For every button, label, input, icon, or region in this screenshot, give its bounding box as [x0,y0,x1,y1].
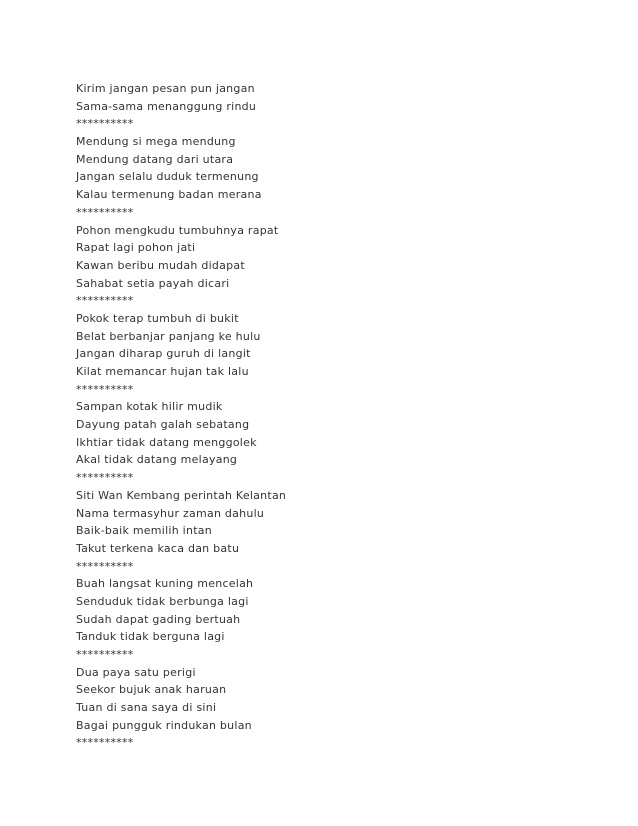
poem-line: Belat berbanjar panjang ke hulu [76,329,261,343]
stanza-separator: ********** [76,736,134,750]
poem-line: Baik-baik memilih intan [76,524,212,538]
stanza-separator: ********** [76,559,134,573]
poem-line: Akal tidak datang melayang [76,453,238,467]
poem-line: Kilat memancar hujan tak lalu [76,365,249,378]
poem-line: Rapat lagi pohon jati [76,241,196,255]
poem-line: Mendung si mega mendung [76,135,236,149]
poem-line: Dua paya satu perigi [76,665,196,679]
poem-line: Mendung datang dari utara [76,152,234,166]
poem-line: Nama termasyhur zaman dahulu [76,506,265,520]
poem-line: Ikhtiar tidak datang menggolek [76,435,257,449]
stanza-separator: ********** [76,117,134,131]
poem-line: Bagai pungguk rindukan bulan [76,718,252,732]
poem-line: Pokok terap tumbuh di bukit [76,311,239,325]
poem-line: Sahabat setia payah dicari [76,276,230,290]
poem-line: Siti Wan Kembang perintah Kelantan [76,488,287,502]
poem-line: Sama-sama menanggung rindu [76,99,257,113]
poem-line: Buah langsat kuning mencelah [76,577,254,591]
poem-line: Kawan beribu mudah didapat [76,258,245,272]
poem-line: Tanduk tidak berguna lagi [76,630,225,644]
poem-line: Sudah dapat gading bertuah [76,612,241,626]
pantun-text [76,80,556,752]
poem-line: Sampan kotak hilir mudik [76,400,223,414]
poem-line: Jangan diharap guruh di langit [76,347,251,361]
poem-line: Takut terkena kaca dan batu [76,541,240,555]
poem-line: Seekor bujuk anak haruan [76,683,227,697]
stanza-separator: ********** [76,294,134,308]
stanza-separator: ********** [76,471,134,485]
poem-line: Tuan di sana saya di sini [76,701,217,715]
poem-line: Kalau termenung badan merana [76,188,262,202]
poem-line: Jangan selalu duduk termenung [76,170,259,184]
stanza-separator: ********** [76,205,134,219]
poem-line: Pohon mengkudu tumbuhnya rapat [76,223,279,237]
stanza-separator: ********** [76,382,134,396]
poem-line: Kirim jangan pesan pun jangan [76,82,255,95]
poem-line: Senduduk tidak berbunga lagi [76,594,249,608]
poem-line: Dayung patah galah sebatang [76,418,250,432]
stanza-separator: ********** [76,648,134,661]
